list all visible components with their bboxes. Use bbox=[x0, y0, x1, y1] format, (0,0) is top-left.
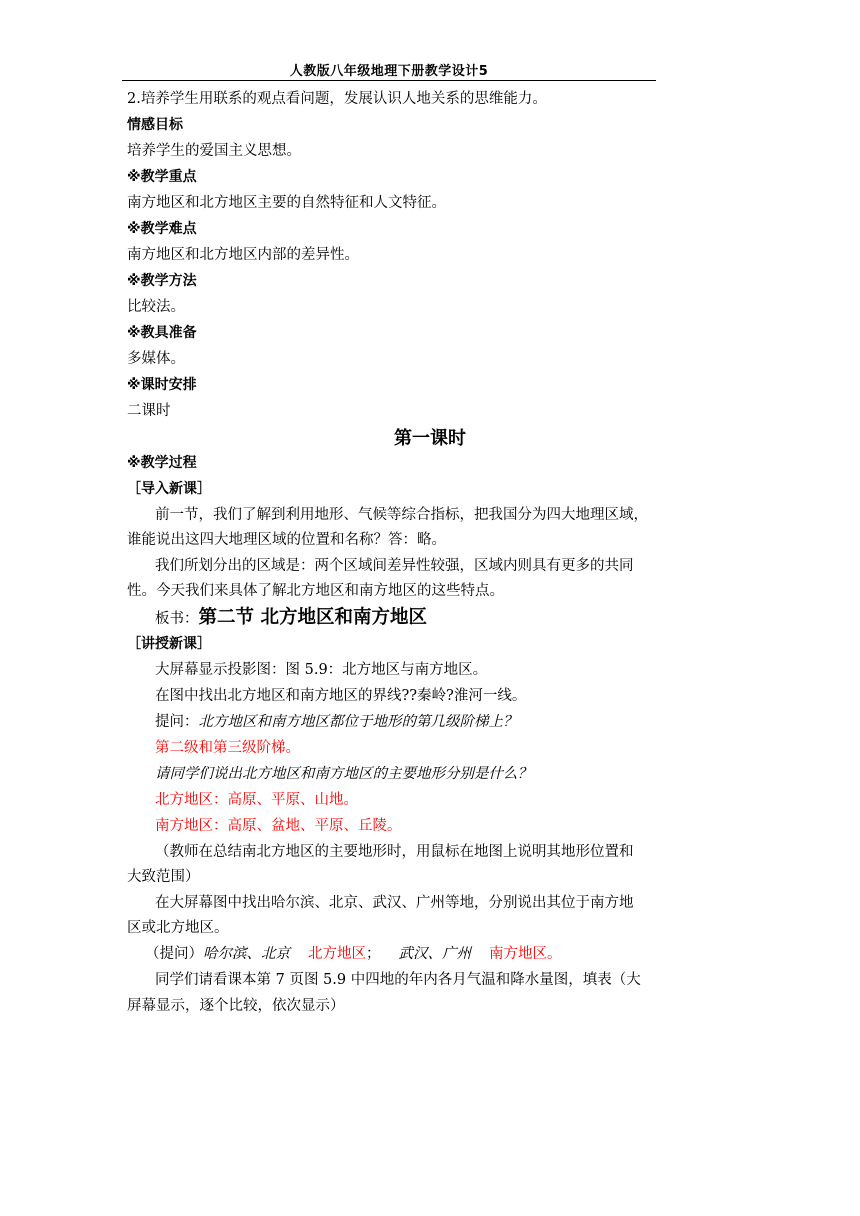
paragraph-line: 前一节，我们了解到利用地形、气候等综合指标，把我国分为四大地理区域， bbox=[155, 507, 648, 523]
difficulty-heading: ※教学难点 bbox=[127, 221, 197, 237]
question-line: 请同学们说出北方地区和南方地区的主要地形分别是什么？ bbox=[155, 766, 532, 782]
paragraph-line: 区或北方地区。 bbox=[127, 920, 229, 936]
key-heading: ※教学重点 bbox=[127, 169, 197, 185]
paragraph-line: 在图中找出北方地区和南方地区的界线??秦岭?淮河一线。 bbox=[155, 688, 527, 704]
emotion-heading: 情感目标 bbox=[127, 117, 183, 133]
north-answer: 北方地区 bbox=[308, 946, 366, 962]
intro-heading: ［导入新课］ bbox=[127, 481, 211, 497]
paragraph-line: 我们所划分出的区域是：两个区域间差异性较强，区域内则具有更多的共同 bbox=[155, 558, 634, 574]
method-heading: ※教学方法 bbox=[127, 273, 197, 289]
answer-line: 北方地区：高原、平原、山地。 bbox=[155, 792, 358, 808]
objective-line: 2.培养学生用联系的观点看问题，发展认识人地关系的思维能力。 bbox=[127, 91, 547, 107]
board-title: 第二节 北方地区和南方地区 bbox=[198, 607, 427, 628]
paragraph-line: 屏幕显示，逐个比较，依次显示） bbox=[127, 998, 345, 1014]
south-answer: 南方地区 bbox=[489, 946, 547, 962]
question-line bbox=[155, 712, 685, 732]
section-title: 第一课时 bbox=[394, 428, 466, 449]
answer-line: 第二级和第三级阶梯。 bbox=[155, 740, 300, 756]
board-label: 板书： bbox=[155, 611, 199, 627]
paragraph-line: （教师在总结南北方地区的主要地形时，用鼠标在地图上说明其地形位置和 bbox=[155, 844, 634, 860]
answer-line: 南方地区：高原、盆地、平原、丘陵。 bbox=[155, 818, 402, 834]
question-label: 提问： bbox=[155, 714, 199, 730]
method-text: 比较法。 bbox=[127, 299, 185, 315]
city-question-label: （提问） bbox=[145, 946, 203, 962]
end-mark: 。 bbox=[547, 946, 562, 962]
schedule-heading: ※课时安排 bbox=[127, 377, 197, 393]
schedule-text: 二课时 bbox=[127, 403, 171, 419]
separator: ； bbox=[366, 946, 381, 962]
paragraph-line: 同学们请看课本第 7 页图 5.9 中四地的年内各月气温和降水量图，填表（大 bbox=[155, 972, 641, 988]
board-title-line bbox=[155, 606, 685, 631]
paragraph-line: 大致范围） bbox=[127, 869, 200, 885]
city-question-line bbox=[145, 944, 675, 964]
south-cities: 武汉、广州 bbox=[398, 946, 471, 962]
difficulty-text: 南方地区和北方地区内部的差异性。 bbox=[127, 247, 359, 263]
tools-heading: ※教具准备 bbox=[127, 325, 197, 341]
paragraph-line: 性。今天我们来具体了解北方地区和南方地区的这些特点。 bbox=[127, 583, 504, 599]
north-cities: 哈尔滨、北京 bbox=[203, 946, 290, 962]
question-text: 北方地区和南方地区都位于地形的第几级阶梯上？ bbox=[198, 714, 518, 730]
header-title: 人教版八年级地理下册教学设计5 bbox=[289, 64, 489, 79]
emotion-text: 培养学生的爱国主义思想。 bbox=[127, 143, 301, 159]
process-heading: ※教学过程 bbox=[127, 455, 197, 471]
paragraph-line: 大屏幕显示投影图：图 5.9：北方地区与南方地区。 bbox=[155, 662, 488, 678]
paragraph-line: 谁能说出这四大地理区域的位置和名称？答：略。 bbox=[127, 532, 446, 548]
tools-text: 多媒体。 bbox=[127, 351, 185, 367]
key-text: 南方地区和北方地区主要的自然特征和人文特征。 bbox=[127, 195, 446, 211]
paragraph-line: 在大屏幕图中找出哈尔滨、北京、武汉、广州等地，分别说出其位于南方地 bbox=[155, 895, 634, 911]
lecture-heading: ［讲授新课］ bbox=[127, 636, 211, 652]
page-header bbox=[122, 58, 656, 81]
